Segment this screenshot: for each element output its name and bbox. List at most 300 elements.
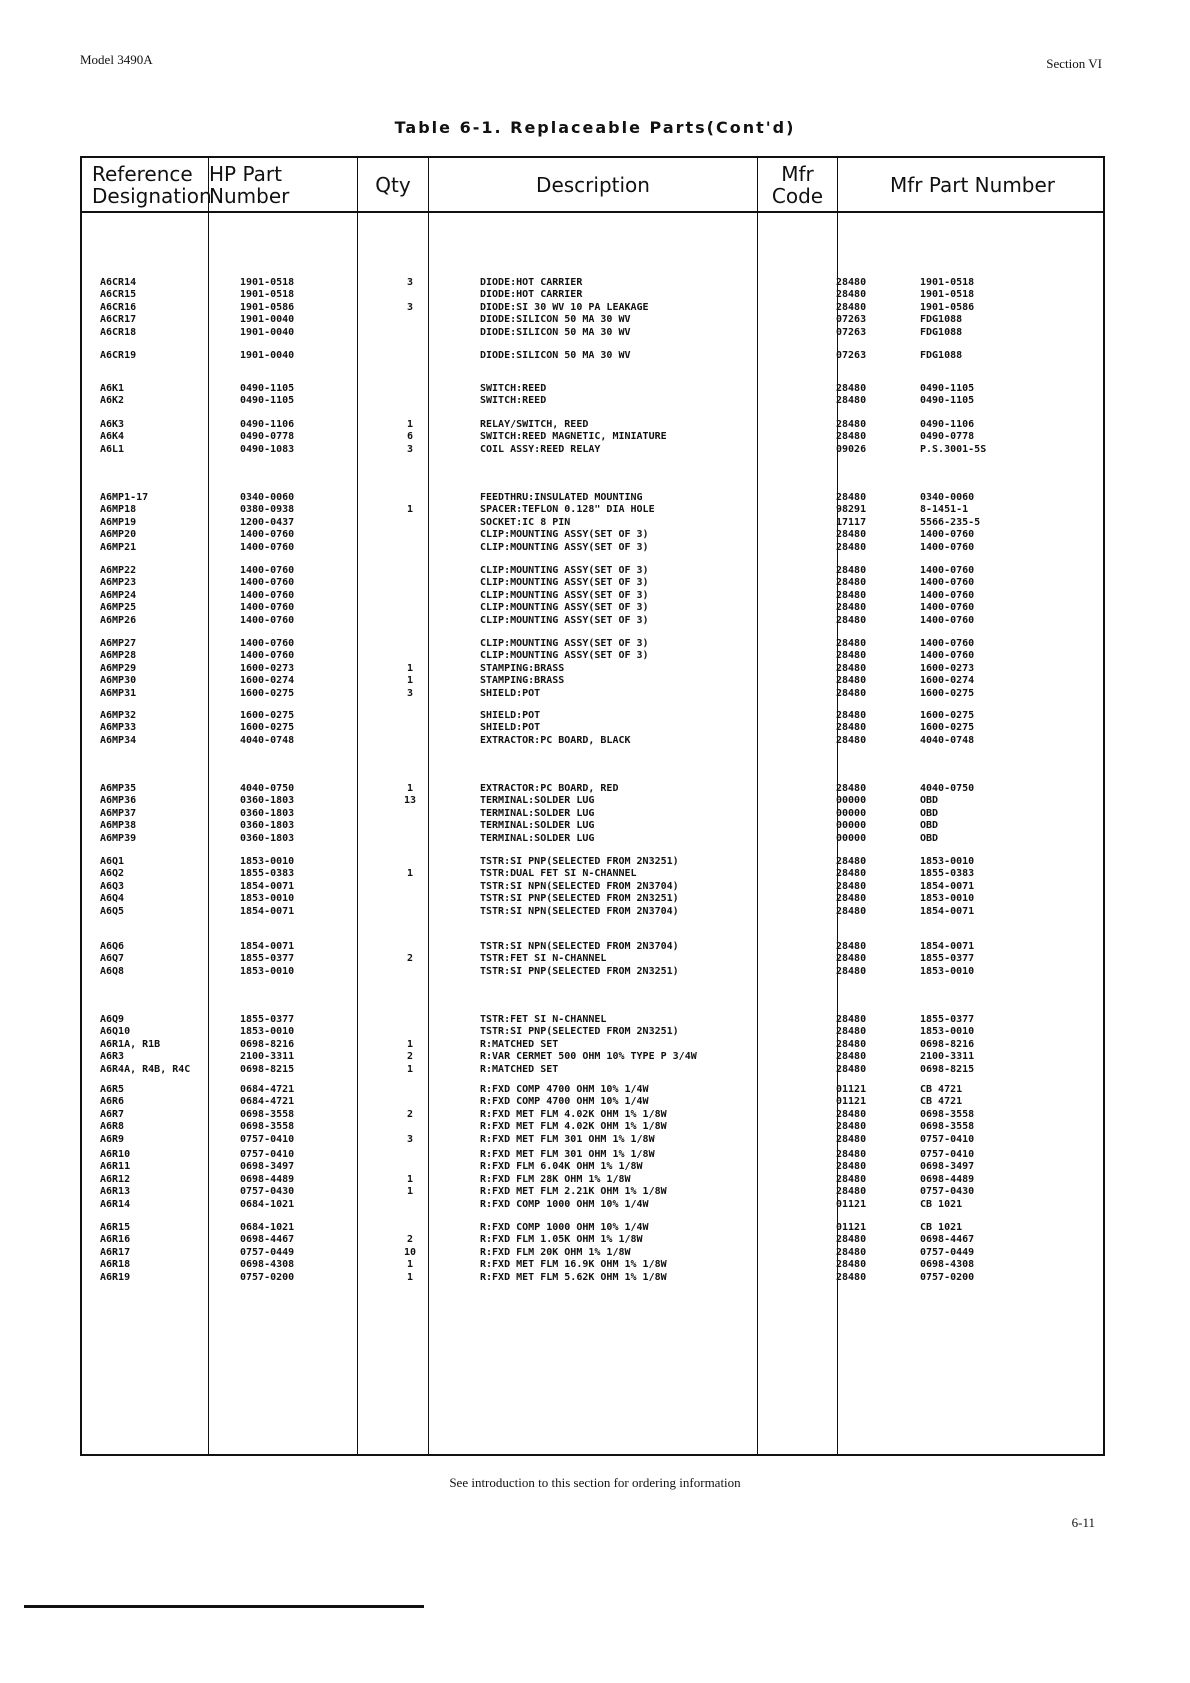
cell-mfr: 28480 <box>836 289 867 301</box>
cell-hp: 0684-4721 <box>240 1084 295 1095</box>
cell-ref: A6Q2 <box>100 868 125 880</box>
col-header-ref-line1: Reference <box>92 161 193 186</box>
cell-mpn: CB 4721 <box>920 1084 963 1095</box>
cell-mpn: 1855-0383 <box>920 868 975 880</box>
cell-desc: DIODE:HOT CARRIER <box>480 277 583 288</box>
table-row <box>82 1133 1103 1146</box>
cell-mfr: 28480 <box>836 1186 867 1198</box>
cell-mfr: 00000 <box>836 807 867 819</box>
cell-desc: STAMPING:BRASS <box>480 675 565 687</box>
cell-desc: R:FXD COMP 1000 OHM 10% 1/4W <box>480 1222 649 1233</box>
table-row <box>82 301 1103 314</box>
cell-mfr: 28480 <box>836 1108 867 1120</box>
cell-desc: CLIP:MOUNTING ASSY(SET OF 3) <box>480 638 649 649</box>
scan-rule <box>24 1605 424 1608</box>
cell-desc: TSTR:DUAL FET SI N-CHANNEL <box>480 868 637 880</box>
cell-mpn: 1853-0010 <box>920 856 975 867</box>
cell-desc: R:FXD MET FLM 16.9K OHM 1% 1/8W <box>480 1259 667 1271</box>
cell-ref: A6MP39 <box>100 832 137 844</box>
cell-mpn: 0490-1106 <box>920 419 975 430</box>
cell-ref: A6MP31 <box>100 687 137 699</box>
cell-mfr: 28480 <box>836 614 867 626</box>
cell-desc: STAMPING:BRASS <box>480 662 565 674</box>
cell-mfr: 28480 <box>836 1063 867 1075</box>
cell-mpn: 0698-8215 <box>920 1063 975 1075</box>
cell-ref: A6R6 <box>100 1096 125 1108</box>
cell-hp: 0757-0430 <box>240 1186 295 1198</box>
cell-mfr: 01121 <box>836 1096 867 1108</box>
cell-desc: CLIP:MOUNTING ASSY(SET OF 3) <box>480 650 649 662</box>
cell-mfr: 07263 <box>836 314 867 326</box>
table-row <box>82 1063 1103 1076</box>
cell-hp: 0360-1803 <box>240 832 295 844</box>
cell-mpn: FDG1088 <box>920 350 963 361</box>
cell-desc: R:FXD FLM 28K OHM 1% 1/8W <box>480 1173 631 1185</box>
table-title: Table 6-1. Replaceable Parts(Cont'd) <box>394 118 796 137</box>
cell-desc: R:FXD MET FLM 301 OHM 1% 1/8W <box>480 1133 655 1145</box>
cell-mpn: 1600-0273 <box>920 662 975 674</box>
cell-ref: A6Q8 <box>100 965 125 977</box>
cell-qty: 1 <box>406 675 414 687</box>
cell-desc: R:FXD MET FLM 4.02K OHM 1% 1/8W <box>480 1121 667 1133</box>
cell-mfr: 28480 <box>836 783 867 794</box>
cell-ref: A6R1A, R1B <box>100 1038 161 1050</box>
cell-mfr: 28480 <box>836 1173 867 1185</box>
cell-ref: A6CR18 <box>100 326 137 338</box>
col-header-hp-part: HP Part Number <box>209 161 290 208</box>
cell-desc: TSTR:SI PNP(SELECTED FROM 2N3251) <box>480 1026 679 1038</box>
cell-mfr: 28480 <box>836 675 867 687</box>
cell-hp: 1901-0586 <box>240 301 295 313</box>
cell-mpn: 1854-0071 <box>920 880 975 892</box>
cell-mpn: 1600-0274 <box>920 675 975 687</box>
header-section: Section VI <box>1046 56 1102 71</box>
cell-hp: 0684-1021 <box>240 1222 295 1233</box>
cell-desc: DIODE:SILICON 50 MA 30 WV <box>480 326 631 338</box>
col-header-mfr-line2: Code <box>771 183 824 208</box>
cell-ref: A6R19 <box>100 1271 131 1283</box>
table-row <box>82 1083 1103 1096</box>
cell-desc: TSTR:SI NPN(SELECTED FROM 2N3704) <box>480 941 679 952</box>
cell-hp: 0757-0449 <box>240 1246 295 1258</box>
cell-hp: 0490-1105 <box>240 395 295 407</box>
cell-qty: 3 <box>406 687 414 699</box>
cell-ref: A6R14 <box>100 1198 131 1210</box>
cell-desc: SWITCH:REED MAGNETIC, MINIATURE <box>480 431 667 443</box>
cell-mfr: 28480 <box>836 650 867 662</box>
cell-ref: A6K3 <box>100 419 125 430</box>
cell-hp: 0698-4467 <box>240 1234 295 1246</box>
table-row <box>82 382 1103 395</box>
cell-mfr: 28480 <box>836 1149 867 1160</box>
table-row <box>82 394 1103 407</box>
cell-desc: SWITCH:REED <box>480 383 547 394</box>
cell-qty: 1 <box>406 1173 414 1185</box>
footer-note: See introduction to this section for ordering information <box>449 1475 741 1490</box>
cell-mfr: 28480 <box>836 941 867 952</box>
table-body <box>82 158 1103 1454</box>
cell-qty: 2 <box>406 953 414 965</box>
cell-mpn: 1400-0760 <box>920 614 975 626</box>
cell-mfr: 28480 <box>836 395 867 407</box>
cell-ref: A6R11 <box>100 1161 131 1173</box>
cell-mfr: 00000 <box>836 795 867 807</box>
cell-desc: EXTRACTOR:PC BOARD, RED <box>480 783 619 794</box>
cell-hp: 0757-0410 <box>240 1149 295 1160</box>
cell-desc: EXTRACTOR:PC BOARD, BLACK <box>480 734 631 746</box>
cell-hp: 0698-4489 <box>240 1173 295 1185</box>
cell-desc: CLIP:MOUNTING ASSY(SET OF 3) <box>480 577 649 589</box>
cell-desc: R:FXD COMP 4700 OHM 10% 1/4W <box>480 1096 649 1108</box>
cell-ref: A6Q5 <box>100 905 125 917</box>
cell-ref: A6Q7 <box>100 953 125 965</box>
table-row <box>82 1160 1103 1173</box>
col-header-qty: Qty <box>375 172 411 197</box>
table-row <box>82 940 1103 953</box>
cell-qty: 6 <box>406 431 414 443</box>
table-row <box>82 662 1103 675</box>
cell-hp: 1600-0275 <box>240 722 295 734</box>
cell-mpn: 0490-1105 <box>920 383 975 394</box>
cell-hp: 1854-0071 <box>240 905 295 917</box>
table-row <box>82 503 1103 516</box>
cell-desc: R:FXD FLM 20K OHM 1% 1/8W <box>480 1246 631 1258</box>
cell-desc: R:FXD FLM 1.05K OHM 1% 1/8W <box>480 1234 643 1246</box>
cell-hp: 1901-0518 <box>240 289 295 301</box>
cell-ref: A6MP27 <box>100 638 137 649</box>
cell-ref: A6R8 <box>100 1121 125 1133</box>
cell-desc: SPACER:TEFLON 0.128" DIA HOLE <box>480 504 655 516</box>
cell-hp: 1855-0377 <box>240 953 295 965</box>
cell-ref: A6R16 <box>100 1234 131 1246</box>
cell-ref: A6Q4 <box>100 893 125 905</box>
cell-ref: A6MP24 <box>100 589 137 601</box>
cell-ref: A6Q10 <box>100 1026 131 1038</box>
cell-ref: A6MP26 <box>100 614 137 626</box>
cell-mfr: 28480 <box>836 1026 867 1038</box>
cell-hp: 0698-8216 <box>240 1038 295 1050</box>
table-row <box>82 1095 1103 1108</box>
cell-mfr: 01121 <box>836 1198 867 1210</box>
cell-desc: TSTR:FET SI N-CHANNEL <box>480 953 607 965</box>
cell-desc: DIODE:HOT CARRIER <box>480 289 583 301</box>
table-row <box>82 614 1103 627</box>
cell-mfr: 28480 <box>836 431 867 443</box>
cell-mpn: 1600-0275 <box>920 710 975 721</box>
table-row <box>82 892 1103 905</box>
cell-mpn: P.S.3001-5S <box>920 443 987 455</box>
cell-ref: A6MP35 <box>100 783 137 794</box>
cell-ref: A6R15 <box>100 1222 131 1233</box>
table-row <box>82 867 1103 880</box>
cell-mfr: 00000 <box>836 820 867 832</box>
cell-ref: A6MP34 <box>100 734 137 746</box>
cell-ref: A6MP33 <box>100 722 137 734</box>
table-row <box>82 1173 1103 1186</box>
cell-hp: 0698-8215 <box>240 1063 295 1075</box>
cell-mfr: 28480 <box>836 905 867 917</box>
cell-ref: A6R18 <box>100 1259 131 1271</box>
cell-ref: A6R5 <box>100 1084 125 1095</box>
cell-hp: 1400-0760 <box>240 602 295 614</box>
cell-desc: R:FXD FLM 6.04K OHM 1% 1/8W <box>480 1161 643 1173</box>
cell-desc: R:MATCHED SET <box>480 1063 559 1075</box>
cell-hp: 0360-1803 <box>240 820 295 832</box>
table-row <box>82 721 1103 734</box>
cell-desc: SWITCH:REED <box>480 395 547 407</box>
cell-qty: 1 <box>406 662 414 674</box>
cell-desc: SOCKET:IC 8 PIN <box>480 516 571 528</box>
cell-ref: A6MP19 <box>100 516 137 528</box>
table-row <box>82 649 1103 662</box>
cell-mfr: 28480 <box>836 722 867 734</box>
cell-ref: A6MP25 <box>100 602 137 614</box>
cell-mfr: 28480 <box>836 577 867 589</box>
cell-hp: 1853-0010 <box>240 965 295 977</box>
cell-mpn: 0698-3558 <box>920 1121 975 1133</box>
cell-hp: 0684-4721 <box>240 1096 295 1108</box>
cell-qty: 2 <box>406 1234 414 1246</box>
cell-mpn: 0340-0060 <box>920 492 975 503</box>
cell-desc: R:MATCHED SET <box>480 1038 559 1050</box>
cell-hp: 0698-3497 <box>240 1161 295 1173</box>
cell-mpn: 0757-0410 <box>920 1133 975 1145</box>
cell-hp: 0757-0410 <box>240 1133 295 1145</box>
cell-ref: A6CR16 <box>100 301 137 313</box>
cell-qty: 2 <box>406 1108 414 1120</box>
cell-desc: CLIP:MOUNTING ASSY(SET OF 3) <box>480 614 649 626</box>
cell-desc: COIL ASSY:REED RELAY <box>480 443 601 455</box>
cell-desc: TSTR:SI PNP(SELECTED FROM 2N3251) <box>480 965 679 977</box>
table-row <box>82 528 1103 541</box>
cell-qty: 1 <box>406 1063 414 1075</box>
cell-desc: CLIP:MOUNTING ASSY(SET OF 3) <box>480 529 649 541</box>
table-row <box>82 491 1103 504</box>
cell-hp: 0380-0938 <box>240 504 295 516</box>
table-row <box>82 288 1103 301</box>
cell-hp: 0490-1105 <box>240 383 295 394</box>
table-row <box>82 807 1103 820</box>
table-row <box>82 1221 1103 1234</box>
cell-mfr: 07263 <box>836 350 867 361</box>
cell-ref: A6L1 <box>100 443 125 455</box>
cell-desc: DIODE:SILICON 50 MA 30 WV <box>480 314 631 326</box>
cell-hp: 1600-0275 <box>240 710 295 721</box>
cell-hp: 0360-1803 <box>240 795 295 807</box>
cell-desc: TSTR:SI PNP(SELECTED FROM 2N3251) <box>480 893 679 905</box>
cell-mpn: 4040-0750 <box>920 783 975 794</box>
table-row <box>82 1108 1103 1121</box>
header-model: Model 3490A <box>80 52 153 67</box>
cell-mfr: 28480 <box>836 1051 867 1063</box>
cell-mpn: 2100-3311 <box>920 1051 975 1063</box>
table-row <box>82 1198 1103 1211</box>
table-row <box>82 832 1103 845</box>
table-row <box>82 601 1103 614</box>
table-row <box>82 734 1103 747</box>
cell-mfr: 01121 <box>836 1222 867 1233</box>
cell-desc: CLIP:MOUNTING ASSY(SET OF 3) <box>480 565 649 576</box>
cell-hp: 1400-0760 <box>240 638 295 649</box>
table-row <box>82 1025 1103 1038</box>
cell-ref: A6MP21 <box>100 541 137 553</box>
cell-hp: 1400-0760 <box>240 529 295 541</box>
cell-mfr: 28480 <box>836 1161 867 1173</box>
cell-mpn: 1901-0518 <box>920 289 975 301</box>
cell-ref: A6K2 <box>100 395 125 407</box>
cell-mpn: 0698-3558 <box>920 1108 975 1120</box>
cell-qty: 1 <box>406 1186 414 1198</box>
cell-mfr: 28480 <box>836 541 867 553</box>
cell-desc: R:FXD MET FLM 2.21K OHM 1% 1/8W <box>480 1186 667 1198</box>
cell-hp: 1855-0377 <box>240 1014 295 1025</box>
cell-desc: TERMINAL:SOLDER LUG <box>480 807 595 819</box>
cell-mfr: 28480 <box>836 589 867 601</box>
cell-ref: A6MP36 <box>100 795 137 807</box>
table-row <box>82 276 1103 289</box>
table-row <box>82 418 1103 431</box>
cell-ref: A6MP28 <box>100 650 137 662</box>
cell-mpn: 0698-3497 <box>920 1161 975 1173</box>
cell-mfr: 28480 <box>836 1246 867 1258</box>
table-row <box>82 819 1103 832</box>
table-row <box>82 855 1103 868</box>
cell-hp: 1901-0518 <box>240 277 295 288</box>
cell-mpn: 1400-0760 <box>920 602 975 614</box>
cell-hp: 0340-0060 <box>240 492 295 503</box>
table-row <box>82 326 1103 339</box>
cell-desc: TERMINAL:SOLDER LUG <box>480 795 595 807</box>
cell-desc: DIODE:SILICON 50 MA 30 WV <box>480 350 631 361</box>
cell-mpn: OBD <box>920 807 939 819</box>
cell-mfr: 28480 <box>836 953 867 965</box>
cell-desc: TERMINAL:SOLDER LUG <box>480 820 595 832</box>
table-row <box>82 1013 1103 1026</box>
cell-mpn: 1854-0071 <box>920 941 975 952</box>
cell-mfr: 28480 <box>836 301 867 313</box>
cell-mpn: 1854-0071 <box>920 905 975 917</box>
cell-hp: 0757-0200 <box>240 1271 295 1283</box>
cell-mpn: 1901-0586 <box>920 301 975 313</box>
cell-hp: 0490-1106 <box>240 419 295 430</box>
cell-ref: A6R17 <box>100 1246 131 1258</box>
cell-desc: SHIELD:POT <box>480 687 541 699</box>
cell-qty: 1 <box>406 868 414 880</box>
cell-mpn: 1400-0760 <box>920 577 975 589</box>
cell-mpn: 0757-0410 <box>920 1149 975 1160</box>
cell-ref: A6MP20 <box>100 529 137 541</box>
cell-desc: TSTR:SI NPN(SELECTED FROM 2N3704) <box>480 880 679 892</box>
cell-mfr: 28480 <box>836 965 867 977</box>
cell-mpn: 0757-0449 <box>920 1246 975 1258</box>
cell-hp: 1854-0071 <box>240 941 295 952</box>
cell-ref: A6Q6 <box>100 941 125 952</box>
cell-mfr: 28480 <box>836 419 867 430</box>
cell-mfr: 28480 <box>836 1038 867 1050</box>
cell-mfr: 28480 <box>836 383 867 394</box>
cell-mpn: 1901-0518 <box>920 277 975 288</box>
table-row <box>82 905 1103 918</box>
cell-mfr: 28480 <box>836 1121 867 1133</box>
table-row <box>82 965 1103 978</box>
cell-hp: 1855-0383 <box>240 868 295 880</box>
cell-ref: A6CR19 <box>100 350 137 361</box>
cell-mpn: 0757-0200 <box>920 1271 975 1283</box>
cell-ref: A6MP30 <box>100 675 137 687</box>
cell-desc: R:FXD COMP 4700 OHM 10% 1/4W <box>480 1084 649 1095</box>
cell-desc: SHIELD:POT <box>480 722 541 734</box>
table-row <box>82 794 1103 807</box>
col-header-description: Description <box>536 172 650 197</box>
cell-desc: CLIP:MOUNTING ASSY(SET OF 3) <box>480 602 649 614</box>
cell-desc: R:FXD MET FLM 301 OHM 1% 1/8W <box>480 1149 655 1160</box>
cell-ref: A6CR14 <box>100 277 137 288</box>
cell-hp: 0490-0778 <box>240 431 295 443</box>
cell-mfr: 28480 <box>836 856 867 867</box>
table-row <box>82 443 1103 456</box>
table-row <box>82 349 1103 362</box>
cell-mfr: 07263 <box>836 326 867 338</box>
cell-mpn: 4040-0748 <box>920 734 975 746</box>
cell-desc: R:FXD MET FLM 5.62K OHM 1% 1/8W <box>480 1271 667 1283</box>
cell-mfr: 28480 <box>836 1234 867 1246</box>
cell-hp: 1400-0760 <box>240 614 295 626</box>
cell-hp: 1400-0760 <box>240 541 295 553</box>
cell-hp: 1853-0010 <box>240 856 295 867</box>
cell-mpn: 1400-0760 <box>920 541 975 553</box>
cell-desc: TSTR:SI PNP(SELECTED FROM 2N3251) <box>480 856 679 867</box>
cell-ref: A6MP23 <box>100 577 137 589</box>
cell-mfr: 28480 <box>836 734 867 746</box>
cell-mpn: 0490-0778 <box>920 431 975 443</box>
cell-mpn: 0698-4489 <box>920 1173 975 1185</box>
cell-mpn: OBD <box>920 820 939 832</box>
cell-hp: 0360-1803 <box>240 807 295 819</box>
cell-hp: 1600-0275 <box>240 687 295 699</box>
table-row <box>82 430 1103 443</box>
table-row <box>82 1148 1103 1161</box>
cell-hp: 1400-0760 <box>240 565 295 576</box>
cell-mpn: 1855-0377 <box>920 953 975 965</box>
cell-qty: 1 <box>406 783 414 794</box>
table-row <box>82 1271 1103 1284</box>
cell-ref: A6MP29 <box>100 662 137 674</box>
cell-mpn: 1853-0010 <box>920 893 975 905</box>
cell-hp: 0698-4308 <box>240 1259 295 1271</box>
cell-ref: A6MP37 <box>100 807 137 819</box>
cell-mpn: 0698-4308 <box>920 1259 975 1271</box>
page-number: 6-11 <box>1071 1515 1095 1530</box>
cell-ref: A6Q9 <box>100 1014 125 1025</box>
cell-desc: DIODE:SI 30 WV 10 PA LEAKAGE <box>480 301 649 313</box>
cell-mpn: 1853-0010 <box>920 965 975 977</box>
cell-mfr: 28480 <box>836 529 867 541</box>
cell-mfr: 28480 <box>836 687 867 699</box>
cell-ref: A6CR17 <box>100 314 137 326</box>
cell-desc: SHIELD:POT <box>480 710 541 721</box>
cell-desc: TSTR:FET SI N-CHANNEL <box>480 1014 607 1025</box>
table-row <box>82 709 1103 722</box>
cell-desc: TERMINAL:SOLDER LUG <box>480 832 595 844</box>
cell-mpn: 1400-0760 <box>920 638 975 649</box>
table-row <box>82 1120 1103 1133</box>
cell-mpn: CB 1021 <box>920 1222 963 1233</box>
table-row <box>82 1258 1103 1271</box>
cell-mfr: 00000 <box>836 832 867 844</box>
col-header-mfr-part: Mfr Part Number <box>889 172 1056 197</box>
table-row <box>82 1233 1103 1246</box>
cell-mfr: 98291 <box>836 504 867 516</box>
